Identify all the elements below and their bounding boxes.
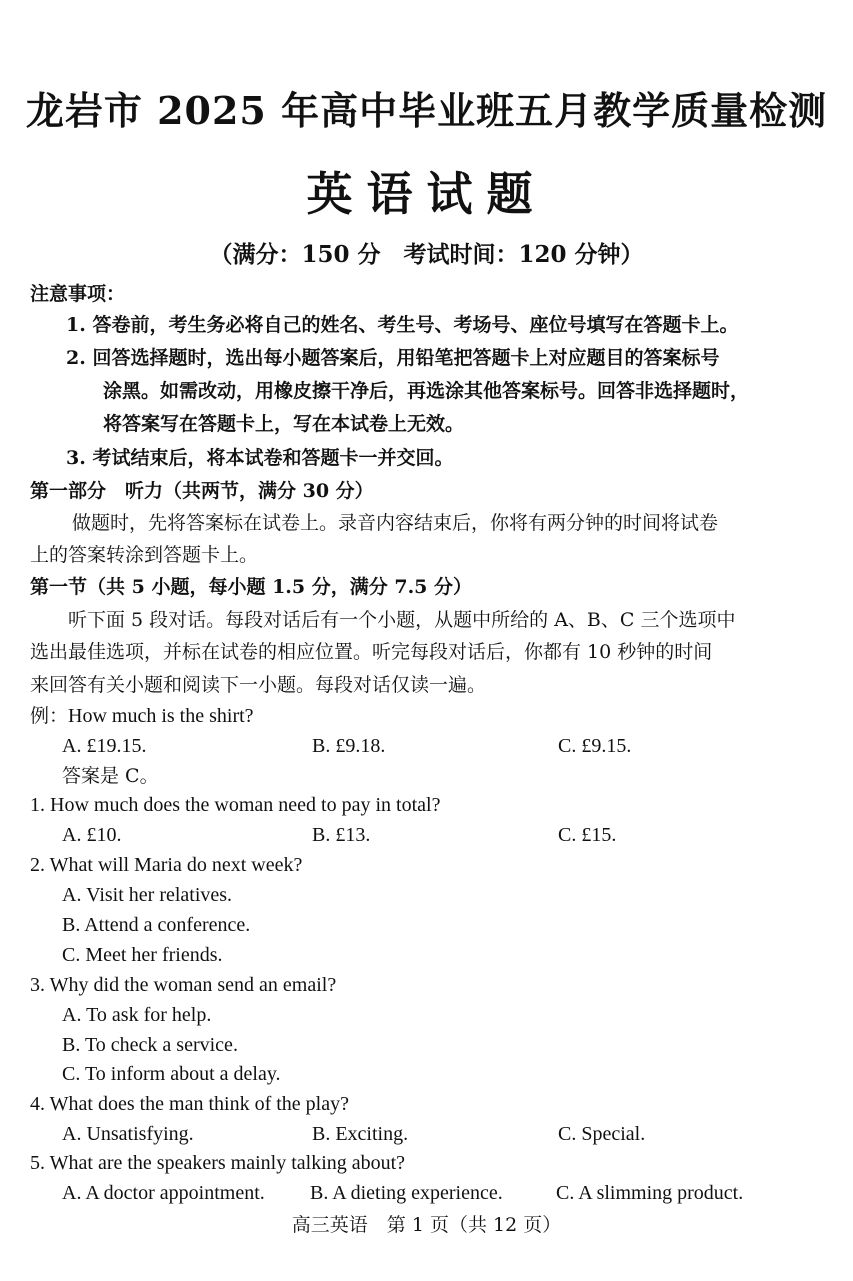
q1-option-b: B. £13. (312, 824, 371, 846)
section1-heading: 第一节（共 5 小题，每小题 1.5 分，满分 7.5 分） (30, 576, 473, 598)
notes-heading: 注意事项： (30, 283, 126, 305)
section1-intro-line-1: 听下面 5 段对话。每段对话后有一个小题，从题中所给的 A、B、C 三个选项中 (68, 609, 736, 631)
example-question: How much is the shirt? (68, 705, 254, 727)
question-4: 4. What does the man think of the play? (30, 1093, 349, 1115)
q1-option-c: C. £15. (558, 824, 617, 846)
section1-intro-line-3: 来回答有关小题和阅读下一小题。每段对话仅读一遍。 (30, 674, 487, 696)
question-1: 1. How much does the woman need to pay in total? (30, 794, 441, 816)
notes-item-3: 3. 考试结束后，将本试卷和答题卡一并交回。 (66, 447, 454, 469)
example-label: 例： (30, 705, 69, 727)
q4-option-a: A. Unsatisfying. (62, 1123, 194, 1145)
q4-option-c: C. Special. (558, 1123, 646, 1145)
q4-option-b: B. Exciting. (312, 1123, 409, 1145)
q2-option-c: C. Meet her friends. (62, 944, 223, 966)
section1-intro-line-2: 选出最佳选项，并标在试卷的相应位置。听完每段对话后，你都有 10 秒钟的时间 (30, 641, 713, 663)
q3-option-c: C. To inform about a delay. (62, 1063, 281, 1085)
q2-option-b: B. Attend a conference. (62, 914, 251, 936)
page-footer: 高三英语 第 1 页（共 12 页） (291, 1214, 562, 1236)
q2-option-a: A. Visit her relatives. (62, 884, 233, 906)
part1-heading: 第一部分 听力（共两节，满分 30 分） (30, 480, 374, 502)
q5-option-a: A. A doctor appointment. (62, 1182, 265, 1204)
q5-option-b: B. A dieting experience. (310, 1182, 503, 1204)
score-time-line: （满分：150 分 考试时间：120 分钟） (209, 241, 644, 268)
example-row (30, 704, 254, 728)
q3-option-a: A. To ask for help. (62, 1004, 212, 1026)
example-option-b: B. £9.18. (312, 735, 386, 757)
part1-intro-line-2: 上的答案转涂到答题卡上。 (30, 544, 259, 566)
notes-item-2-cont-1: 涂黑。如需改动，用橡皮擦干净后，再选涂其他答案标号。回答非选择题时， (103, 380, 750, 402)
notes-item-2: 2. 回答选择题时，选出每小题答案后，用铅笔把答题卡上对应题目的答案标号 (66, 347, 720, 369)
question-3: 3. Why did the woman send an email? (30, 974, 337, 996)
example-option-c: C. £9.15. (558, 735, 632, 757)
exam-subject: 英语试题 (306, 167, 547, 221)
notes-item-1: 1. 答卷前，考生务必将自己的姓名、考生号、考场号、座位号填写在答题卡上。 (66, 314, 739, 336)
q3-option-b: B. To check a service. (62, 1034, 238, 1056)
question-2: 2. What will Maria do next week? (30, 854, 303, 876)
q5-option-c: C. A slimming product. (556, 1182, 744, 1204)
exam-title: 龙岩市 2025 年高中毕业班五月教学质量检测 (25, 88, 828, 133)
part1-intro-line-1: 做题时，先将答案标在试卷上。录音内容结束后，你将有两分钟的时间将试卷 (72, 512, 719, 534)
notes-item-2-cont-2: 将答案写在答题卡上，写在本试卷上无效。 (103, 413, 465, 435)
question-5: 5. What are the speakers mainly talking about? (30, 1152, 406, 1174)
example-option-a: A. £19.15. (62, 735, 147, 757)
example-answer: 答案是 C。 (62, 765, 159, 787)
q1-option-a: A. £10. (62, 824, 122, 846)
